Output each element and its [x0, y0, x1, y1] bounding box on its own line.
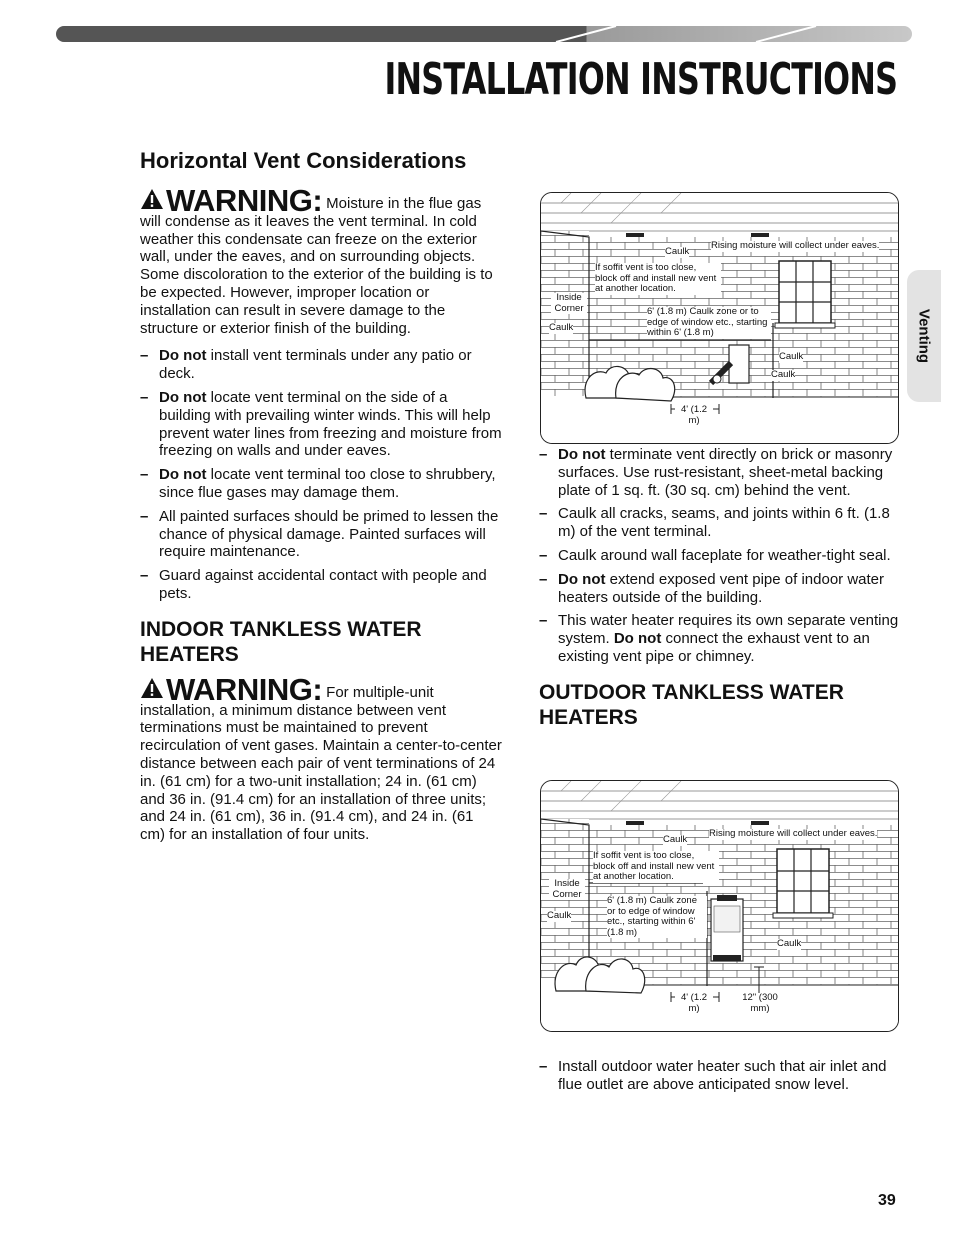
warning-text: For multiple-unit installation, a minimum distance between vent terminations must be maintained to prevent recirculation of vent gases. Maintain a center-to-center distance between each pair of vent terminations of 24 in. (61 cm) for a two-unit installation; 24 in. (61 cm) and 36 in. (91.4 cm) for an installation of three units; and 24 in. (61 cm), 36 in. (91.4 cm), and 24 in. (61 cm) for an installation of four units.: [140, 683, 502, 844]
indoor-vent-diagram: [540, 192, 899, 444]
label-rising-moisture: Rising moisture will collect under eaves.: [711, 240, 880, 251]
side-tab-venting[interactable]: [907, 270, 941, 402]
label-dimension: 4' (1.2 m): [675, 405, 713, 426]
warning-triangle-icon: [140, 677, 164, 699]
label-caulk-left: Caulk: [549, 322, 574, 333]
label-soffit: If soffit vent is too close, block off and install new vent at another location.: [595, 263, 721, 295]
side-tab-label: Venting: [915, 308, 933, 364]
left-column: [140, 148, 502, 844]
label-caulk-top: Caulk: [663, 834, 688, 845]
warning-text: Moisture in the flue gas will condense as it leaves the vent terminal. In cold weather this condensate can freeze on the exterior wall, under the eaves, and on surrounding objects. Some discoloration to the exterior of the building is to be expected. However, improper location or installation can result in severe damage to the structure or exterior finish of the building.: [140, 195, 493, 337]
venting-list: [539, 446, 901, 666]
snow-level-note: [539, 1058, 901, 1100]
indoor-title: INDOOR TANKLESS WATER HEATERS: [140, 617, 422, 666]
warning-label: WARNING:: [166, 183, 323, 218]
warning-label: WARNING:: [166, 671, 323, 707]
label-inside-corner: Inside Corner: [551, 293, 587, 314]
label-caulk-right1: Caulk: [779, 351, 804, 362]
label-caulk-zone: 6' (1.8 m) Caulk zone or to edge of window etc., starting within 6' (1.8 m): [647, 307, 771, 339]
page-title: INSTALLATION INSTRUCTIONS: [384, 54, 897, 105]
label-dimension-4ft: 4' (1.2 m): [675, 993, 713, 1014]
list-item: – This water heater requires its own separate venting system. Do not connect the exhaust vent to an existing vent pipe or chimney.: [539, 612, 901, 665]
label-rising-moisture: Rising moisture will collect under eaves.: [709, 828, 878, 839]
section-title: Horizontal Vent Considerations: [140, 148, 467, 173]
header-bar: [56, 26, 912, 42]
list-item: – Caulk around wall faceplate for weather-tight seal.: [539, 547, 901, 565]
outdoor-heater-diagram: [540, 780, 899, 1032]
list-item: – Do not extend exposed vent pipe of indoor water heaters outside of the building.: [539, 571, 901, 607]
considerations-list: [140, 347, 502, 602]
warning-moisture: [140, 183, 502, 337]
list-item: – Do not locate vent terminal on the side of a building with prevailing winter winds. This will help prevent water lines from freezing and moisture from freezing on walls and under eaves.: [140, 389, 502, 460]
list-item: – Guard against accidental contact with people and pets.: [140, 567, 502, 603]
label-dimension-12in: 12" (300 mm): [737, 993, 783, 1014]
label-inside-corner: Inside Corner: [549, 879, 585, 900]
label-caulk-top: Caulk: [665, 246, 690, 257]
warning-triangle-icon: [140, 188, 164, 210]
snow-level-list: [539, 1058, 901, 1094]
label-caulk-zone: 6' (1.8 m) Caulk zone or to edge of window etc., starting within 6' (1.8 m): [607, 896, 707, 938]
label-soffit: If soffit vent is too close, block off and install new vent at another location.: [593, 851, 719, 883]
label-caulk-left: Caulk: [547, 910, 572, 921]
right-column: [539, 446, 901, 730]
warning-multi-unit: [140, 671, 502, 844]
wall-illustration: [541, 781, 898, 1031]
label-caulk-right: Caulk: [777, 938, 802, 949]
page-number: 39: [878, 1192, 896, 1209]
outdoor-title: OUTDOOR TANKLESS WATER HEATERS: [539, 680, 844, 729]
list-item: – Caulk all cracks, seams, and joints within 6 ft. (1.8 m) of the vent terminal.: [539, 505, 901, 541]
list-item: – Install outdoor water heater such that air inlet and flue outlet are above anticipated snow level.: [539, 1058, 901, 1094]
list-item: – Do not install vent terminals under any patio or deck.: [140, 347, 502, 383]
list-item: – Do not locate vent terminal too close to shrubbery, since flue gases may damage them.: [140, 466, 502, 502]
list-item: – Do not terminate vent directly on brick or masonry surfaces. Use rust-resistant, sheet-metal backing plate of 1 sq. ft. (30 sq. cm) behind the vent.: [539, 446, 901, 499]
label-caulk-right2: Caulk: [771, 369, 796, 380]
list-item: – All painted surfaces should be primed to lessen the chance of physical damage. Painted surfaces will require maintenance.: [140, 508, 502, 561]
